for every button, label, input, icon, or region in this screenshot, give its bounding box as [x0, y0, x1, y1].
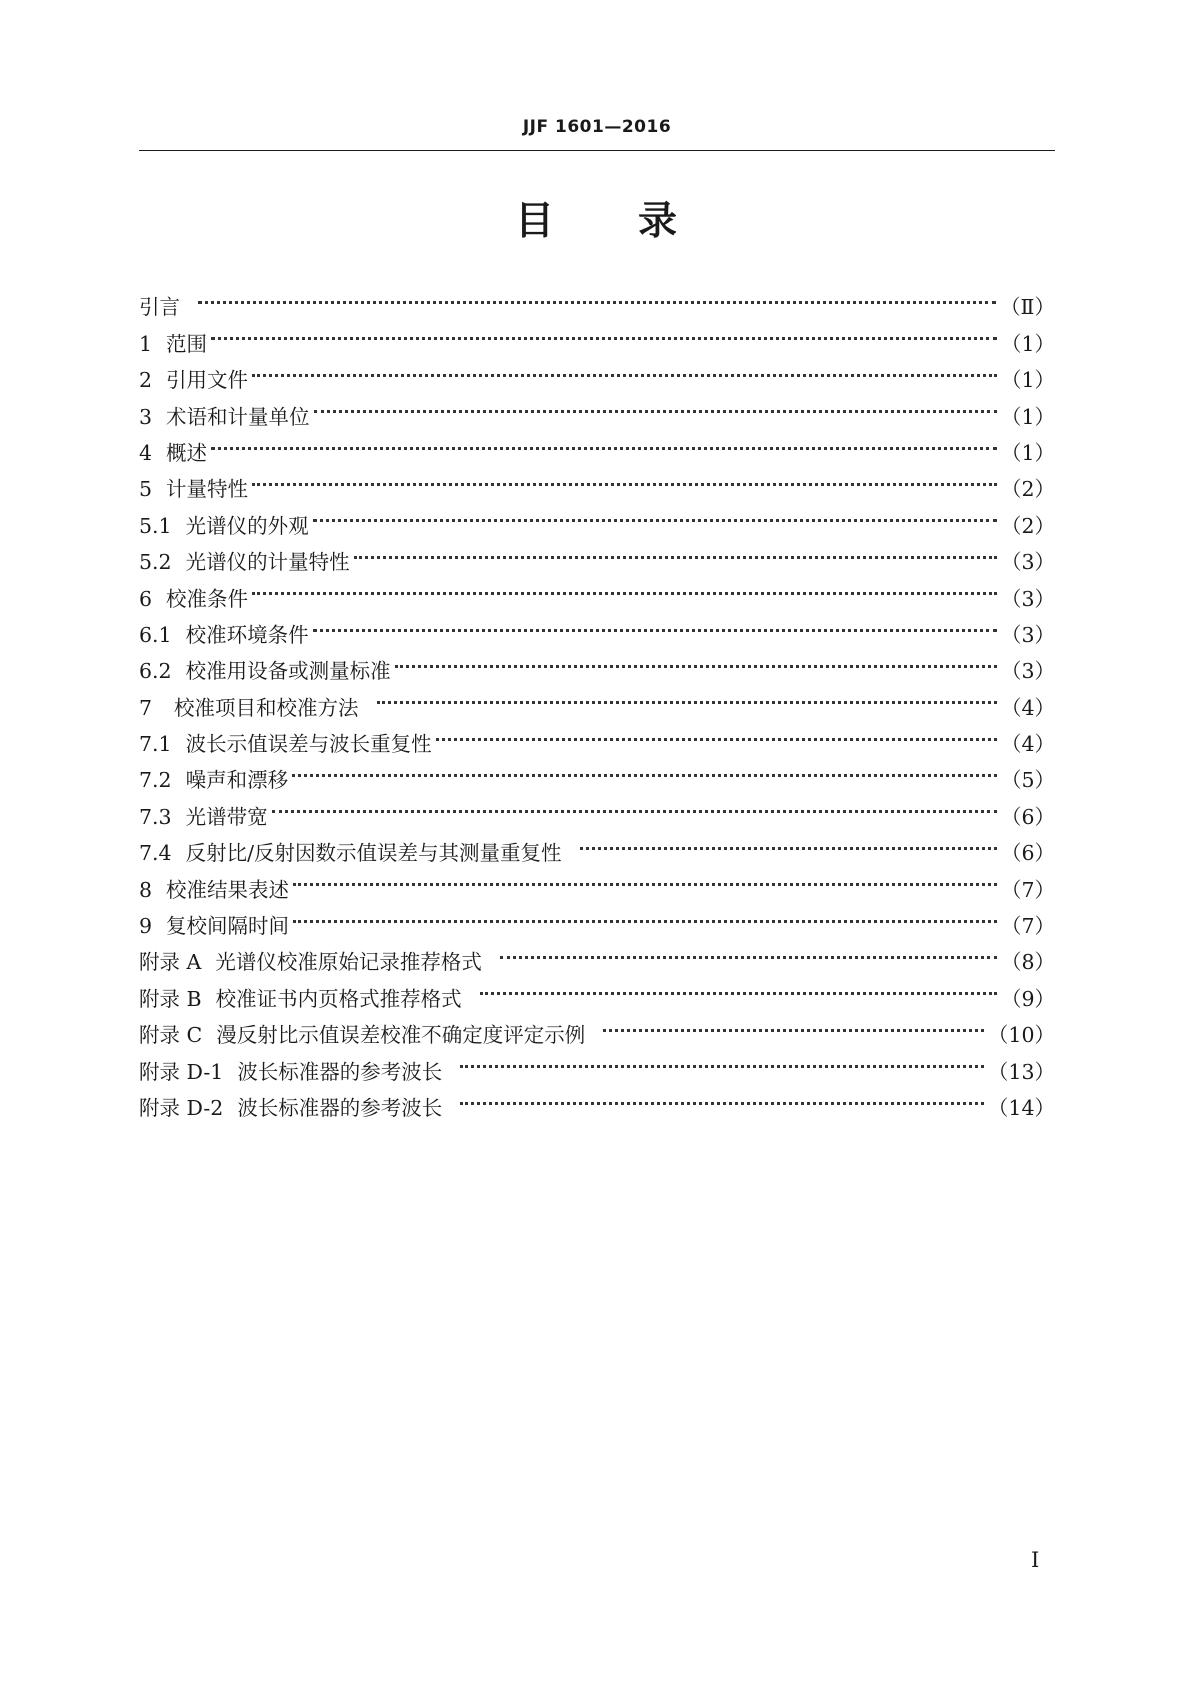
toc-entry[interactable]: [139, 351, 1055, 393]
toc-entry-number: 5.2: [139, 550, 172, 575]
toc-entry-number: 6.1: [139, 622, 172, 647]
toc-leader-dots: [460, 1079, 984, 1115]
toc-leader-dots: [314, 387, 997, 423]
toc-entry-title: 校准证书内页格式推荐格式: [215, 986, 462, 1011]
toc-entry[interactable]: [139, 314, 1055, 356]
toc-entry-number: 7.3: [139, 804, 172, 829]
toc-leader-dots: [211, 424, 997, 460]
toc-entry[interactable]: [139, 824, 1055, 866]
toc-entry-page: （1）: [1000, 331, 1055, 356]
toc-leader-dots: [252, 351, 997, 387]
toc-leader-dots: [436, 715, 997, 751]
toc-entry[interactable]: [139, 496, 1055, 538]
toc-entry-number: 9: [139, 914, 153, 939]
toc-leader-dots: [211, 314, 997, 350]
toc-leader-dots: [252, 460, 997, 496]
toc-entry-page: （3）: [1000, 622, 1055, 647]
toc-leader-dots: [603, 1006, 984, 1042]
toc-title-char-1: 目: [514, 199, 556, 244]
toc-entry-number: 附录 B: [139, 986, 202, 1011]
toc-entry-page: （1）: [1000, 404, 1055, 429]
toc-entry-number: 附录 C: [139, 1023, 203, 1048]
toc-entry-title: 校准结果表述: [166, 877, 290, 902]
toc-entry-page: （7）: [1000, 877, 1055, 902]
toc-entry-title: 校准条件: [166, 586, 249, 611]
toc-entry-page: （6）: [1000, 804, 1055, 829]
toc-entry-title: 术语和计量单位: [166, 404, 310, 429]
toc-title: [139, 196, 1055, 248]
toc-entry-title: 光谱仪校准原始记录推荐格式: [215, 950, 482, 975]
toc-entry-page: （4）: [1000, 695, 1055, 720]
toc-entry-page: （1）: [1000, 368, 1055, 393]
toc-entry-title: 波长标准器的参考波长: [237, 1095, 443, 1120]
toc-entry-page: （6）: [1000, 841, 1055, 866]
toc-leader-dots: [293, 897, 997, 933]
toc-entry-number: 7.2: [139, 768, 172, 793]
toc-entry-number: 5: [139, 477, 153, 502]
toc-entry-page: （8）: [1000, 950, 1055, 975]
toc-entry-number: 附录 D-1: [139, 1059, 224, 1084]
toc-entry-title: 范围: [166, 331, 208, 356]
toc-entry-page: （13）: [987, 1059, 1055, 1084]
document-code-header: JJF 1601—2016: [522, 117, 672, 137]
toc-leader-dots: [377, 678, 997, 714]
toc-leader-dots: [313, 496, 997, 532]
toc-leader-dots: [480, 969, 997, 1005]
toc-entry-number: 7.4: [139, 841, 172, 866]
toc-entry-number: 7.1: [139, 732, 172, 757]
toc-entry-title: 概述: [166, 440, 208, 465]
toc-leader-dots: [500, 933, 997, 969]
toc-entry-page: （14）: [987, 1095, 1055, 1120]
toc-leader-dots: [252, 569, 997, 605]
page-number: Ⅰ: [1031, 1548, 1040, 1572]
table-of-contents: [139, 278, 1055, 1120]
toc-entry-number: 5.1: [139, 513, 172, 538]
toc-entry-page: （3）: [1000, 550, 1055, 575]
toc-entry-page: （7）: [1000, 914, 1055, 939]
toc-leader-dots: [293, 860, 997, 896]
toc-entry-title: 复校间隔时间: [166, 914, 290, 939]
toc-entry-number: 2: [139, 368, 153, 393]
toc-entry-number: 1: [139, 331, 153, 356]
toc-entry-page: （2）: [1000, 513, 1055, 538]
toc-entry-number: 6.2: [139, 659, 172, 684]
toc-leader-dots: [460, 1042, 984, 1078]
toc-entry-title: 引用文件: [166, 368, 249, 393]
toc-entry-number: 3: [139, 404, 153, 429]
toc-entry[interactable]: [139, 278, 1055, 320]
toc-entry-title: 反射比/反射因数示值误差与其测量重复性: [185, 841, 562, 866]
toc-leader-dots: [272, 787, 997, 823]
toc-entry[interactable]: [139, 787, 1055, 829]
toc-entry[interactable]: [139, 569, 1055, 611]
toc-entry-page: （Ⅱ）: [1000, 295, 1055, 320]
toc-entry[interactable]: [139, 460, 1055, 502]
toc-leader-dots: [354, 533, 997, 569]
toc-entry[interactable]: [139, 387, 1055, 429]
toc-entry-page: （3）: [1000, 586, 1055, 611]
toc-entry-page: （1）: [1000, 440, 1055, 465]
toc-entry-title: 光谱带宽: [185, 804, 268, 829]
toc-entry-page: （5）: [1000, 768, 1055, 793]
toc-entry-number: 6: [139, 586, 153, 611]
toc-leader-dots: [580, 824, 997, 860]
toc-entry-number: 7: [139, 695, 153, 720]
toc-entry[interactable]: [139, 424, 1055, 465]
toc-entry-title: 光谱仪的外观: [185, 513, 309, 538]
toc-entry-title: 校准项目和校准方法: [174, 695, 359, 720]
toc-entry-title: 波长标准器的参考波长: [237, 1059, 443, 1084]
toc-leader-dots: [292, 751, 997, 787]
toc-entry-title: 引言: [139, 295, 180, 320]
toc-entry-title: 波长示值误差与波长重复性: [185, 732, 432, 757]
toc-entry-title: 校准环境条件: [185, 622, 309, 647]
toc-entry-title: 光谱仪的计量特性: [185, 550, 350, 575]
toc-entry-page: （2）: [1000, 477, 1055, 502]
header-divider: [139, 150, 1055, 151]
toc-entry-page: （9）: [1000, 986, 1055, 1011]
toc-entry-page: （4）: [1000, 732, 1055, 757]
toc-leader-dots: [395, 642, 997, 678]
toc-entry-number: 附录 D-2: [139, 1095, 224, 1120]
toc-entry-number: 4: [139, 440, 153, 465]
toc-entry-title: 校准用设备或测量标准: [185, 659, 391, 684]
toc-entry-page: （3）: [1000, 659, 1055, 684]
toc-title-char-2: 录: [638, 199, 680, 244]
toc-entry[interactable]: [139, 606, 1055, 647]
toc-entry-number: 8: [139, 877, 153, 902]
toc-entry-title: 漫反射比示值误差校准不确定度评定示例: [216, 1023, 586, 1048]
toc-entry-number: 附录 A: [139, 950, 202, 975]
toc-entry-title: 噪声和漂移: [185, 768, 289, 793]
toc-entry-page: （10）: [987, 1023, 1055, 1048]
toc-entry-title: 计量特性: [166, 477, 249, 502]
toc-leader-dots: [313, 606, 997, 642]
toc-leader-dots: [198, 278, 996, 314]
